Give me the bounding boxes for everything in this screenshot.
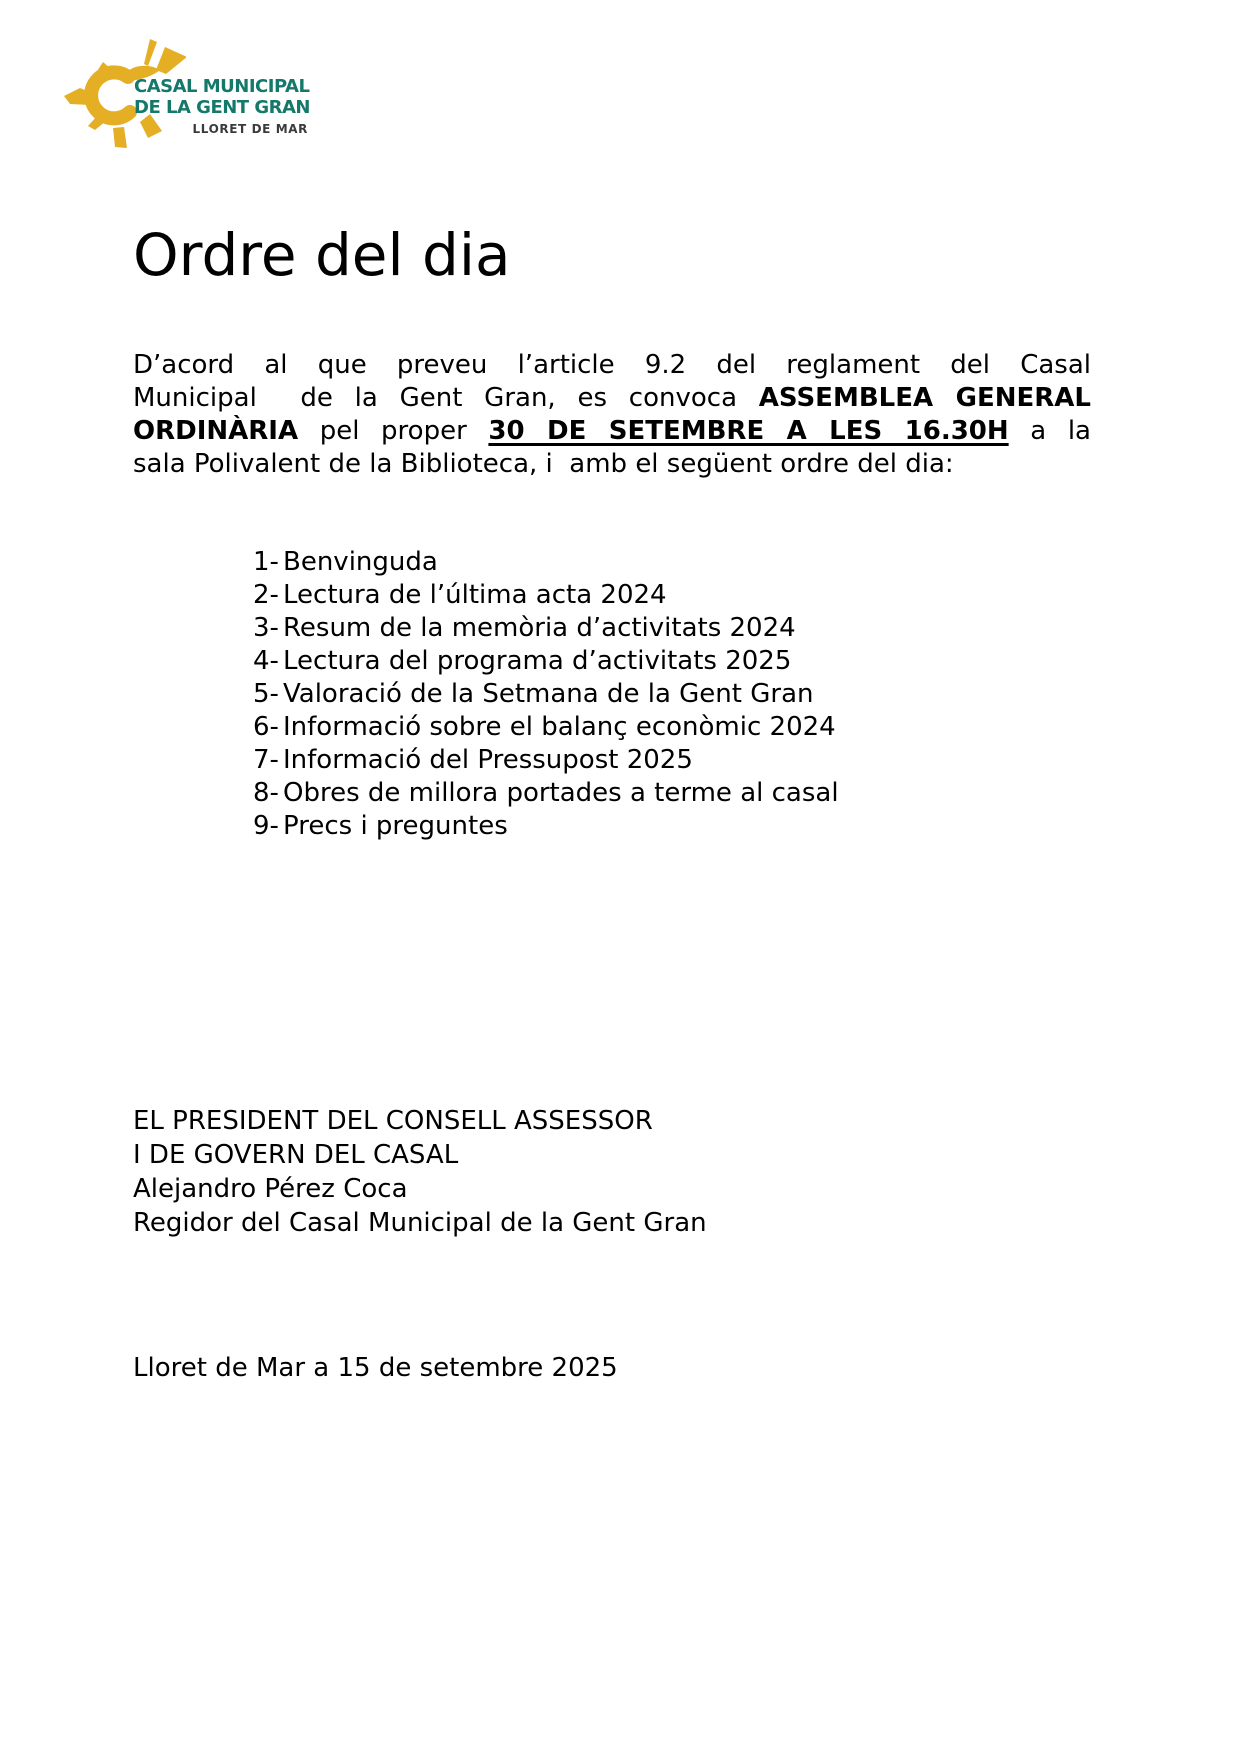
page-title: Ordre del dia <box>133 221 511 289</box>
intro-bold-text: ASSEMBLEA GENERAL <box>758 383 1091 413</box>
agenda-item-text: Benvinguda <box>283 547 438 577</box>
intro-line-2 <box>133 382 1091 415</box>
intro-paragraph <box>133 349 1091 481</box>
signature-line: I DE GOVERN DEL CASAL <box>133 1140 459 1170</box>
agenda-item <box>253 810 839 843</box>
agenda-item-text: Valoració de la Setmana de la Gent Gran <box>283 679 814 709</box>
agenda-item <box>253 711 839 744</box>
logo-name-line1: CASAL MUNICIPAL <box>134 76 310 97</box>
intro-line-4 <box>133 448 1091 481</box>
signature-line: EL PRESIDENT DEL CONSELL ASSESSOR <box>133 1106 653 1136</box>
agenda-item-text: Precs i preguntes <box>283 811 508 841</box>
intro-line-3 <box>133 415 1091 448</box>
agenda-item-text: Lectura del programa d’activitats 2025 <box>283 646 792 676</box>
agenda-item <box>253 744 839 777</box>
agenda-item-text: Obres de millora portades a terme al casal <box>283 778 839 808</box>
agenda-item-number: 6- <box>253 712 279 742</box>
agenda-item-number: 4- <box>253 646 279 676</box>
agenda-list <box>253 546 839 843</box>
intro-text: D’acord al que preveu l’article 9.2 del reglament del Casal <box>133 350 1091 380</box>
intro-line-1 <box>133 349 1091 382</box>
logo <box>56 30 316 150</box>
intro-bold-text: ORDINÀRIA <box>133 416 299 446</box>
dateline: Lloret de Mar a 15 de setembre 2025 <box>133 1353 618 1383</box>
agenda-item <box>253 678 839 711</box>
logo-location: LLORET DE MAR <box>192 122 308 136</box>
agenda-item-number: 9- <box>253 811 279 841</box>
logo-text <box>134 76 308 136</box>
agenda-item <box>253 777 839 810</box>
agenda-item <box>253 612 839 645</box>
intro-text: sala Polivalent de la Biblioteca, i amb el següent ordre del dia: <box>133 449 954 479</box>
signature-line: Alejandro Pérez Coca <box>133 1174 408 1204</box>
intro-text: Municipal de la Gent Gran, es convoca <box>133 383 759 413</box>
agenda-item <box>253 579 839 612</box>
signature-block <box>133 1104 707 1240</box>
agenda-item-text: Resum de la memòria d’activitats 2024 <box>283 613 796 643</box>
agenda-item-number: 7- <box>253 745 279 775</box>
agenda-item-text: Informació del Pressupost 2025 <box>283 745 693 775</box>
logo-name-line2: DE LA GENT GRAN <box>134 97 310 118</box>
intro-bold-underline-text: 30 DE SETEMBRE A LES 16.30H <box>488 416 1009 446</box>
agenda-item-number: 1- <box>253 547 279 577</box>
agenda-item <box>253 645 839 678</box>
agenda-item-number: 2- <box>253 580 279 610</box>
agenda-item-number: 3- <box>253 613 279 643</box>
intro-text: a la <box>1008 416 1091 446</box>
agenda-item-number: 8- <box>253 778 279 808</box>
signature-line: Regidor del Casal Municipal de la Gent Gran <box>133 1208 707 1238</box>
agenda-item-text: Lectura de l’última acta 2024 <box>283 580 667 610</box>
agenda-item <box>253 546 839 579</box>
agenda-item-text: Informació sobre el balanç econòmic 2024 <box>283 712 836 742</box>
intro-text: pel proper <box>298 416 489 446</box>
agenda-item-number: 5- <box>253 679 279 709</box>
